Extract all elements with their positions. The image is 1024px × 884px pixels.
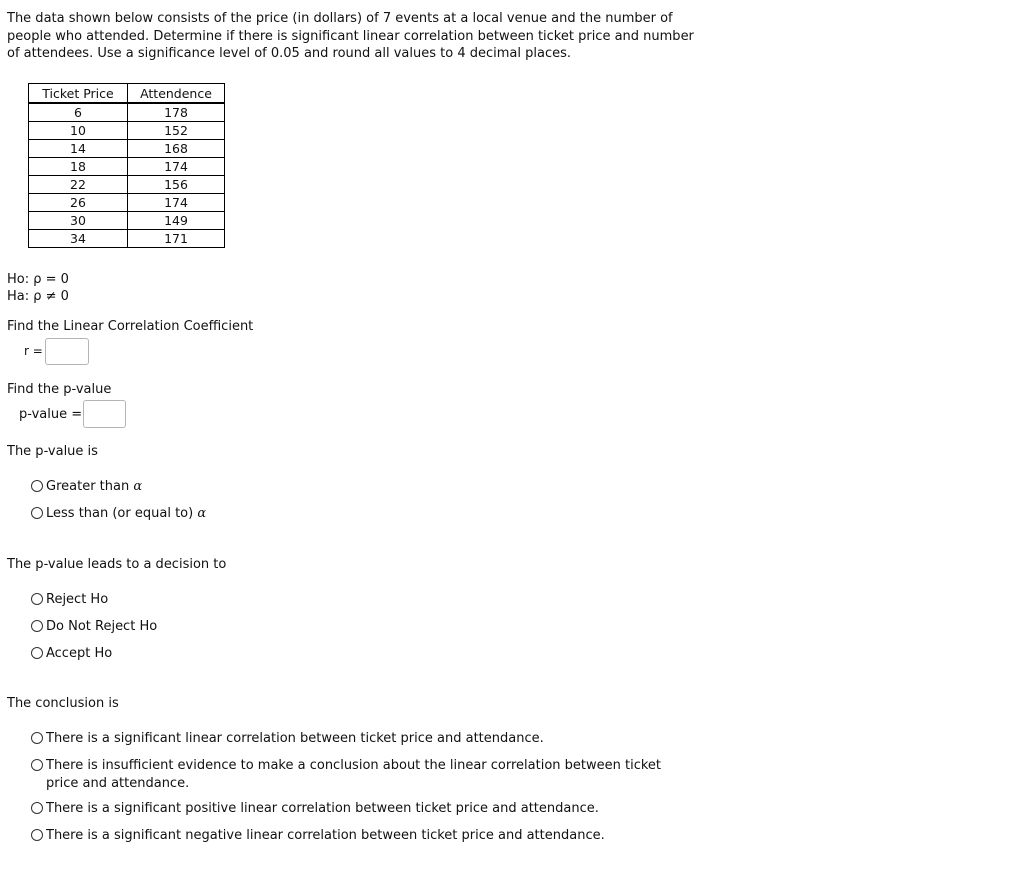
conclusion-prompt: The conclusion is	[7, 696, 119, 711]
option-reject-ho[interactable]	[31, 591, 108, 609]
radio-button[interactable]	[31, 593, 43, 605]
table-cell-price: 34	[29, 230, 128, 248]
table-cell-price: 14	[29, 140, 128, 158]
option-label: Accept Ho	[46, 646, 113, 661]
option-accept-ho[interactable]	[31, 645, 112, 663]
radio-button[interactable]	[31, 480, 43, 492]
option-label: Reject Ho	[46, 592, 109, 607]
table-cell-attendence: 156	[128, 176, 225, 194]
table-cell-attendence: 152	[128, 122, 225, 140]
data-table	[28, 83, 225, 248]
pvalue-label: p-value =	[19, 407, 83, 422]
table-row	[29, 158, 225, 176]
table-cell-attendence: 174	[128, 194, 225, 212]
radio-button[interactable]	[31, 732, 43, 744]
table-header-row	[29, 84, 225, 104]
null-hypothesis: Ho: ρ = 0	[7, 272, 69, 287]
option-label: There is a significant negative linear correlation between ticket price and attendance.	[46, 828, 605, 843]
table-cell-price: 10	[29, 122, 128, 140]
r-input[interactable]	[45, 338, 89, 365]
column-header-ticket-price: Ticket Price	[29, 84, 128, 104]
table-row	[29, 176, 225, 194]
option-conclusion-positive[interactable]	[31, 800, 599, 818]
table-cell-price: 22	[29, 176, 128, 194]
table-row	[29, 140, 225, 158]
option-label: Greater than	[46, 479, 130, 494]
radio-button[interactable]	[31, 647, 43, 659]
radio-button[interactable]	[31, 802, 43, 814]
alternative-hypothesis: Ha: ρ ≠ 0	[7, 289, 69, 304]
table-row	[29, 212, 225, 230]
option-label: Less than (or equal to)	[46, 506, 194, 521]
table-row	[29, 230, 225, 248]
table-row	[29, 122, 225, 140]
option-label: There is a significant positive linear correlation between ticket price and attendance.	[46, 801, 599, 816]
radio-button[interactable]	[31, 759, 43, 771]
option-conclusion-insufficient[interactable]	[31, 757, 691, 792]
radio-button[interactable]	[31, 507, 43, 519]
option-label: Do Not Reject Ho	[46, 619, 158, 634]
option-greater-than-alpha[interactable]	[31, 478, 142, 496]
option-label: There is insufficient evidence to make a conclusion about the linear correlation between ticket price and attendance.	[46, 758, 662, 791]
option-less-than-alpha[interactable]	[31, 505, 206, 523]
option-conclusion-significant[interactable]	[31, 730, 544, 748]
pvalue-prompt: Find the p-value	[7, 382, 112, 397]
table-row	[29, 103, 225, 122]
table-cell-price: 30	[29, 212, 128, 230]
table-row	[29, 194, 225, 212]
table-cell-attendence: 174	[128, 158, 225, 176]
table-cell-attendence: 171	[128, 230, 225, 248]
table-cell-price: 6	[29, 103, 128, 122]
pvalue-compare-prompt: The p-value is	[7, 444, 98, 459]
table-cell-attendence: 149	[128, 212, 225, 230]
column-header-attendence: Attendence	[128, 84, 225, 104]
table-cell-attendence: 168	[128, 140, 225, 158]
option-do-not-reject-ho[interactable]	[31, 618, 157, 636]
pvalue-input[interactable]	[83, 400, 126, 428]
radio-button[interactable]	[31, 620, 43, 632]
radio-button[interactable]	[31, 829, 43, 841]
decision-prompt: The p-value leads to a decision to	[7, 557, 227, 572]
table-cell-price: 26	[29, 194, 128, 212]
r-label: r =	[24, 344, 43, 358]
correlation-prompt: Find the Linear Correlation Coefficient	[7, 319, 254, 334]
table-cell-price: 18	[29, 158, 128, 176]
option-conclusion-negative[interactable]	[31, 827, 605, 845]
table-cell-attendence: 178	[128, 103, 225, 122]
alpha-symbol: α	[133, 479, 143, 494]
option-label: There is a significant linear correlation between ticket price and attendance.	[46, 731, 544, 746]
problem-statement: The data shown below consists of the price (in dollars) of 7 events at a local venue and the number of people who attended. Determine if there is significant linear correlation between ticket price and number of attendees. Use a significance level of 0.05 and round all values to 4 decimal places.	[7, 11, 694, 61]
alpha-symbol: α	[197, 506, 207, 521]
